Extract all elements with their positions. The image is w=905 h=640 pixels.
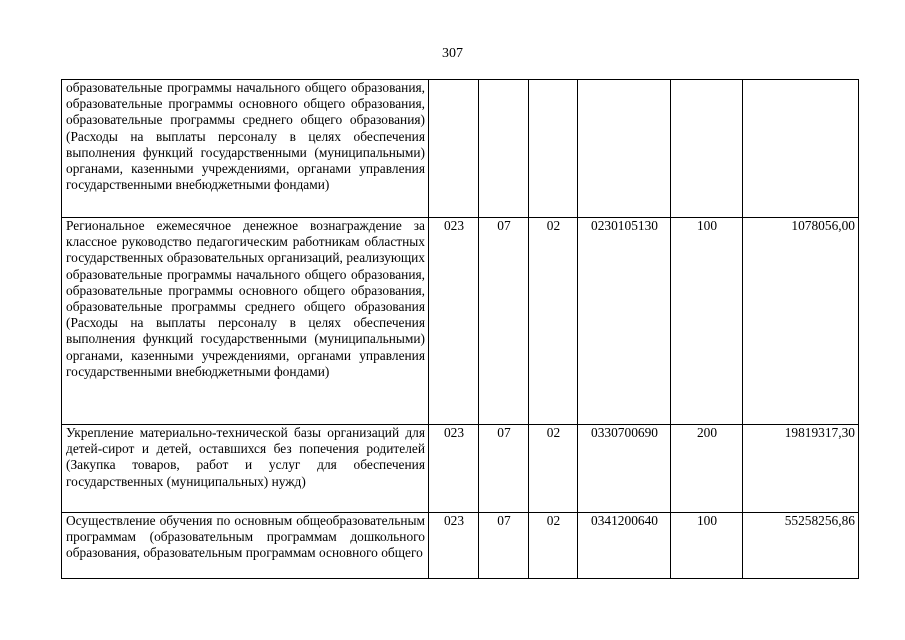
subsection-code: 02 [529,218,578,425]
section-code [479,80,529,218]
section-code: 07 [479,513,529,579]
subsection-code: 02 [529,513,578,579]
ministry-code: 023 [429,425,479,513]
amount: 1078056,00 [743,218,859,425]
table-row [62,80,859,218]
target-article-code [578,80,671,218]
table-row [62,218,859,425]
table-row [62,513,859,579]
target-article-code: 0341200640 [578,513,671,579]
page-number: 307 [442,46,463,61]
amount: 19819317,30 [743,425,859,513]
target-article-code: 0230105130 [578,218,671,425]
subsection-code: 02 [529,425,578,513]
row-description: Укрепление материально-технической базы организаций для детей-сирот и детей, оставшихся без попечения родителей (Закупка товаров, работ и услуг для обеспечения государственных (муниципальных) нужд) [62,425,429,513]
row-description: образовательные программы начального общего образования, образовательные программы основного общего образования, образовательные программы среднего общего образования) (Расходы на выплаты персоналу в целях обеспечения выполнения функций государственными (муниципальными) органами, казенными учреждениями, органами управления государственными внебюджетными фондами) [62,80,429,218]
budget-table [61,79,859,579]
target-article-code: 0330700690 [578,425,671,513]
amount [743,80,859,218]
expense-type-code: 100 [671,218,743,425]
section-code: 07 [479,218,529,425]
expense-type-code: 100 [671,513,743,579]
amount: 55258256,86 [743,513,859,579]
row-description: Осуществление обучения по основным общеобразовательным программам (образовательным программам дошкольного образования, образовательным программам основного общего [62,513,429,579]
expense-type-code [671,80,743,218]
ministry-code: 023 [429,218,479,425]
expense-type-code: 200 [671,425,743,513]
ministry-code: 023 [429,513,479,579]
section-code: 07 [479,425,529,513]
row-description: Региональное ежемесячное денежное вознаграждение за классное руководство педагогическим работникам областных государственных образовательных организаций, реализующих образовательные программы начального общего образования, образовательные программы основного общего образования, образовательные программы среднего общего образования (Расходы на выплаты персоналу в целях обеспечения выполнения функций государственными (муниципальными) органами, казенными учреждениями, органами управления государственными внебюджетными фондами) [62,218,429,425]
subsection-code [529,80,578,218]
table-row [62,425,859,513]
ministry-code [429,80,479,218]
